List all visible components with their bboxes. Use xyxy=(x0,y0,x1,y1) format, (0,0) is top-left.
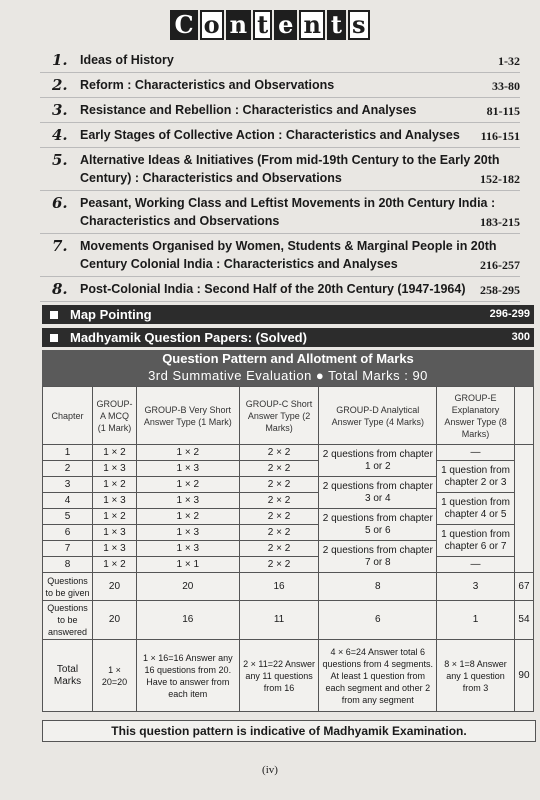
toc-entry[interactable] xyxy=(40,277,520,302)
cell-e: — xyxy=(437,445,515,461)
header-group-d: GROUP-D Analytical Answer Type (4 Marks) xyxy=(319,387,437,445)
toc-entry[interactable] xyxy=(40,73,520,98)
toc-entry[interactable] xyxy=(40,191,520,234)
cell-e: — xyxy=(437,557,515,573)
cell-total: 90 xyxy=(514,640,533,712)
toc-number: 2. xyxy=(52,76,68,94)
cell-a: 20 xyxy=(92,601,136,640)
toc-pages: 33-80 xyxy=(492,79,520,93)
toc-title: Movements Organised by Women, Students & Marginal People in 20th Century Colonial India : Characteristics and Analyses xyxy=(80,239,497,271)
row-label-answered: Questions to be answered xyxy=(43,601,93,640)
question-papers-bar[interactable] xyxy=(42,328,534,347)
toc-pages: 152-182 xyxy=(480,172,520,186)
cell-blank xyxy=(514,445,533,573)
contents-title xyxy=(0,10,540,40)
cell-e: 8 × 1=8 Answer any 1 question from 3 xyxy=(437,640,515,712)
cell-total: 54 xyxy=(514,601,533,640)
cell-b: 20 xyxy=(136,573,239,601)
toc-number: 6. xyxy=(52,194,68,212)
cell-e: 3 xyxy=(437,573,515,601)
cell-c: 2 × 2 xyxy=(239,461,319,477)
cell-chapter: 3 xyxy=(43,477,93,493)
toc-number: 7. xyxy=(52,237,68,255)
bullet-square-icon xyxy=(50,311,58,319)
cell-e: 1 question from chapter 4 or 5 xyxy=(437,493,515,525)
cell-a: 1 × 3 xyxy=(92,461,136,477)
cell-d: 2 questions from chapter 7 or 8 xyxy=(319,541,437,573)
toc-entry[interactable] xyxy=(40,148,520,191)
cell-c: 2 × 2 xyxy=(239,477,319,493)
cell-b: 1 × 3 xyxy=(136,541,239,557)
cell-d: 4 × 6=24 Answer total 6 questions from 4 segments. At least 1 question from each segment and other 2 from any segment xyxy=(319,640,437,712)
pattern-subheading: 3rd Summative Evaluation ● Total Marks : 90 xyxy=(148,368,428,383)
toc-number: 8. xyxy=(52,280,68,298)
cell-chapter: 5 xyxy=(43,509,93,525)
map-pointing-bar[interactable] xyxy=(42,305,534,324)
cell-b: 1 × 3 xyxy=(136,525,239,541)
cell-d: 2 questions from chapter 3 or 4 xyxy=(319,477,437,509)
cell-c: 16 xyxy=(239,573,319,601)
cell-c: 2 × 2 xyxy=(239,525,319,541)
title-letter: t xyxy=(327,10,346,40)
pattern-heading: Question Pattern and Allotment of Marks xyxy=(162,351,414,366)
cell-d: 2 questions from chapter 1 or 2 xyxy=(319,445,437,477)
toc-title: Post-Colonial India : Second Half of the 20th Century (1947-1964) xyxy=(80,282,466,296)
cell-b: 1 × 2 xyxy=(136,509,239,525)
bullet-square-icon xyxy=(50,334,58,342)
toc-title: Early Stages of Collective Action : Characteristics and Analyses xyxy=(80,128,460,142)
cell-e: 1 question from chapter 2 or 3 xyxy=(437,461,515,493)
map-pointing-pages: 296-299 xyxy=(489,308,530,320)
cell-d: 2 questions from chapter 5 or 6 xyxy=(319,509,437,541)
cell-chapter: 4 xyxy=(43,493,93,509)
cell-d: 8 xyxy=(319,573,437,601)
cell-c: 2 × 2 xyxy=(239,445,319,461)
toc-title: Reform : Characteristics and Observations xyxy=(80,78,335,92)
cell-a: 1 × 3 xyxy=(92,493,136,509)
toc-entry[interactable] xyxy=(40,234,520,277)
toc-entry[interactable] xyxy=(40,98,520,123)
question-papers-pages: 300 xyxy=(511,331,530,343)
cell-b: 1 × 2 xyxy=(136,445,239,461)
cell-a: 1 × 2 xyxy=(92,509,136,525)
toc-pages: 216-257 xyxy=(480,258,520,272)
toc-title: Ideas of History xyxy=(80,53,174,67)
pattern-header xyxy=(42,350,534,386)
cell-b: 1 × 3 xyxy=(136,461,239,477)
toc-pages: 183-215 xyxy=(480,215,520,229)
cell-a: 1 × 2 xyxy=(92,445,136,461)
cell-chapter: 8 xyxy=(43,557,93,573)
cell-d: 6 xyxy=(319,601,437,640)
toc-pages: 116-151 xyxy=(480,129,520,143)
cell-b: 1 × 3 xyxy=(136,493,239,509)
title-letter: n xyxy=(226,10,251,40)
cell-chapter: 7 xyxy=(43,541,93,557)
toc-title: Peasant, Working Class and Leftist Movements in 20th Century India : Characteristics and Observations xyxy=(80,196,496,228)
cell-c: 2 × 2 xyxy=(239,493,319,509)
cell-chapter: 2 xyxy=(43,461,93,477)
map-pointing-label: Map Pointing xyxy=(70,307,152,322)
cell-e: 1 xyxy=(437,601,515,640)
title-letter: C xyxy=(170,10,197,40)
title-letter: e xyxy=(274,10,297,40)
table-of-contents xyxy=(40,48,520,302)
cell-c: 11 xyxy=(239,601,319,640)
header-total xyxy=(514,387,533,445)
title-letter: s xyxy=(348,10,370,40)
marks-table xyxy=(42,386,534,712)
cell-c: 2 × 2 xyxy=(239,541,319,557)
cell-a: 20 xyxy=(92,573,136,601)
cell-c: 2 × 2 xyxy=(239,509,319,525)
toc-entry[interactable] xyxy=(40,48,520,73)
cell-c: 2 × 11=22 Answer any 11 questions from 16 xyxy=(239,640,319,712)
title-letter: o xyxy=(200,10,224,40)
cell-total: 67 xyxy=(514,573,533,601)
toc-pages: 81-115 xyxy=(486,104,520,118)
pattern-footer: This question pattern is indicative of Madhyamik Examination. xyxy=(42,720,536,742)
header-group-e: GROUP-E Explanatory Answer Type (8 Marks) xyxy=(437,387,515,445)
cell-chapter: 1 xyxy=(43,445,93,461)
cell-a: 1 × 2 xyxy=(92,557,136,573)
header-group-b: GROUP-B Very Short Answer Type (1 Mark) xyxy=(136,387,239,445)
toc-number: 4. xyxy=(52,126,68,144)
question-papers-label: Madhyamik Question Papers: (Solved) xyxy=(70,330,307,345)
toc-number: 1. xyxy=(52,51,68,69)
title-letter: t xyxy=(253,10,272,40)
header-chapter: Chapter xyxy=(43,387,93,445)
row-label-total: Total Marks xyxy=(43,640,93,712)
toc-entry[interactable] xyxy=(40,123,520,148)
cell-b: 1 × 16=16 Answer any 16 questions from 20. Have to answer from each item xyxy=(136,640,239,712)
toc-title: Alternative Ideas & Initiatives (From mid-19th Century to the Early 20th Century) : Characteristics and Observations xyxy=(80,153,500,185)
toc-title: Resistance and Rebellion : Characteristics and Analyses xyxy=(80,103,417,117)
toc-number: 3. xyxy=(52,101,68,119)
toc-pages: 258-295 xyxy=(480,283,520,297)
toc-number: 5. xyxy=(52,151,68,169)
cell-e: 1 question from chapter 6 or 7 xyxy=(437,525,515,557)
toc-pages: 1-32 xyxy=(498,54,520,68)
cell-a: 1 × 2 xyxy=(92,477,136,493)
cell-a: 1 × 3 xyxy=(92,541,136,557)
cell-b: 1 × 2 xyxy=(136,477,239,493)
cell-a: 1 × 20=20 xyxy=(92,640,136,712)
cell-b: 1 × 1 xyxy=(136,557,239,573)
title-letter: n xyxy=(299,10,324,40)
cell-b: 16 xyxy=(136,601,239,640)
cell-a: 1 × 3 xyxy=(92,525,136,541)
row-label-given: Questions to be given xyxy=(43,573,93,601)
header-group-a: GROUP-A MCQ (1 Mark) xyxy=(92,387,136,445)
header-group-c: GROUP-C Short Answer Type (2 Marks) xyxy=(239,387,319,445)
cell-c: 2 × 2 xyxy=(239,557,319,573)
page-number: (iv) xyxy=(262,764,278,776)
cell-chapter: 6 xyxy=(43,525,93,541)
